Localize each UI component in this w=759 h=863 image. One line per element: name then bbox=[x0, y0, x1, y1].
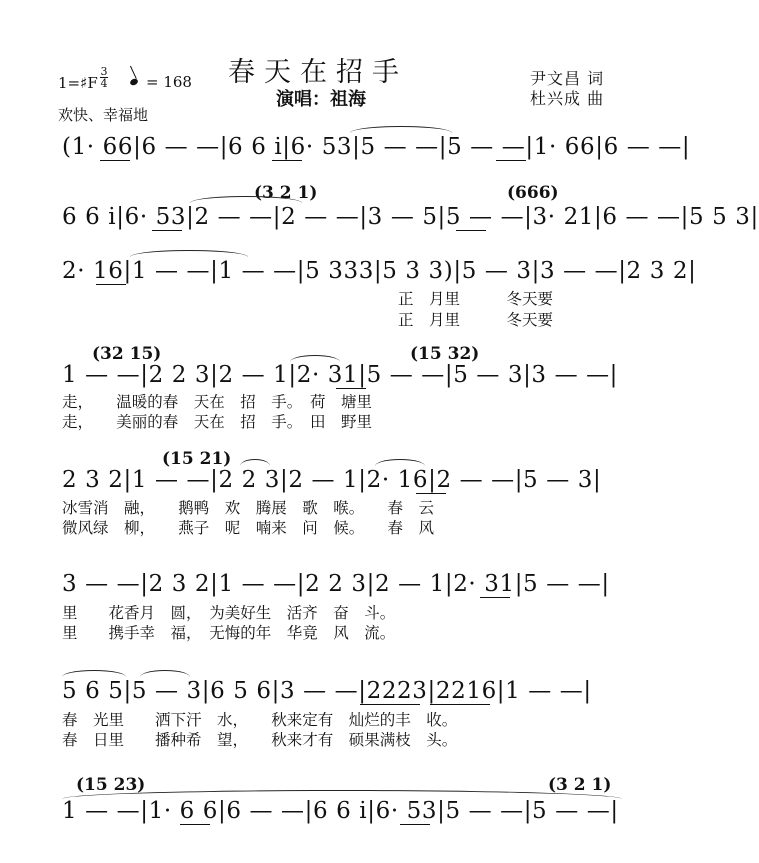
slur bbox=[240, 459, 270, 466]
slur bbox=[140, 670, 190, 677]
annotation-3: (32 15) bbox=[92, 344, 162, 364]
slur bbox=[290, 355, 340, 362]
underline bbox=[96, 284, 126, 285]
lyric-row: 正 月里 冬天要 bbox=[398, 290, 554, 308]
underline bbox=[430, 704, 490, 705]
tempo-value: = 168 bbox=[146, 73, 192, 91]
lyric-row: 微风绿 柳， 燕子 呢 喃来 问 候。 春 风 bbox=[62, 519, 435, 537]
composer-credit: 杜兴成 曲 bbox=[530, 89, 605, 108]
expression-marking: 欢快、幸福地 bbox=[58, 106, 149, 124]
lyric-row: 正 月里 冬天要 bbox=[398, 311, 554, 329]
annotation-2: (666) bbox=[507, 183, 559, 203]
slur bbox=[190, 196, 302, 203]
annotation-6: (15 23) bbox=[76, 775, 146, 795]
underline bbox=[496, 160, 526, 161]
underline bbox=[180, 824, 210, 825]
score-line-3: 2· 16|1 — —|1 — —|5 333|5 3 3)|5 — 3|3 — —|2 3 2| bbox=[62, 258, 697, 284]
time-signature bbox=[100, 66, 108, 89]
underline bbox=[272, 160, 302, 161]
underline bbox=[360, 704, 420, 705]
slur bbox=[350, 126, 452, 133]
slur bbox=[130, 250, 248, 257]
lyric-row: 春 日里 播种希 望， 秋来才有 硕果满枝 头。 bbox=[62, 731, 458, 749]
score-line-7: 5 6 5|5 — 3|6 5 6|3 — —|2223|2216|1 — —| bbox=[62, 678, 592, 704]
score-line-8: 1 — —|1· 6 6|6 — —|6 6 i|6· 53|5 — —|5 — —| bbox=[62, 798, 619, 824]
lyric-row: 里 携手幸 福， 无悔的年 华竟 风 流。 bbox=[62, 624, 396, 642]
key-signature: 1=♯F bbox=[58, 74, 98, 92]
annotation-5: (15 21) bbox=[162, 449, 232, 469]
lyric-row: 冰雪消 融， 鹅鸭 欢 腾展 歌 喉。 春 云 bbox=[62, 499, 435, 517]
underline bbox=[152, 230, 182, 231]
annotation-7: (3 2 1) bbox=[548, 775, 612, 795]
lyric-row: 走， 温暖的春 天在 招 手。 荷 塘里 bbox=[62, 393, 373, 411]
tempo-marking bbox=[130, 73, 192, 91]
score-line-4: 1 — —|2 2 3|2 — 1|2· 31|5 — —|5 — 3|3 — —| bbox=[62, 362, 619, 388]
slur bbox=[375, 459, 425, 466]
quarter-note-icon bbox=[129, 78, 139, 87]
lyric-row: 走， 美丽的春 天在 招 手。 田 野里 bbox=[62, 413, 373, 431]
underline bbox=[400, 824, 430, 825]
underline bbox=[100, 160, 130, 161]
time-signature-bottom: 4 bbox=[100, 77, 108, 90]
song-title: 春天在招手 bbox=[228, 57, 408, 88]
annotation-4: (15 32) bbox=[410, 344, 480, 364]
score-line-1: (1· 66|6 — —|6 6 i|6· 53|5 — —|5 — —|1· 66|6 — —| bbox=[62, 134, 691, 160]
slur bbox=[62, 790, 622, 799]
slur bbox=[62, 670, 126, 677]
score-line-5: 2 3 2|1 — —|2 2 3|2 — 1|2· 16|2 — —|5 — 3| bbox=[62, 467, 602, 493]
time-signature-top: 3 bbox=[100, 65, 108, 78]
lyricist-credit: 尹文昌 词 bbox=[530, 69, 605, 88]
underline bbox=[416, 493, 446, 494]
underline bbox=[480, 597, 510, 598]
underline bbox=[456, 230, 486, 231]
score-line-2: 6 6 i|6· 53|2 — —|2 — —|3 — 5|5 — —|3· 21|6 — —|5 5 3| bbox=[62, 204, 759, 230]
score-line-6: 3 — —|2 3 2|1 — —|2 2 3|2 — 1|2· 31|5 — —| bbox=[62, 571, 610, 597]
underline bbox=[336, 388, 366, 389]
singer-credit: 演唱：祖海 bbox=[276, 89, 366, 110]
annotation-1: (3 2 1) bbox=[254, 183, 318, 203]
lyric-row: 里 花香月 圆， 为美好生 活齐 奋 斗。 bbox=[62, 604, 396, 622]
lyric-row: 春 光里 洒下汗 水， 秋来定有 灿烂的丰 收。 bbox=[62, 711, 458, 729]
